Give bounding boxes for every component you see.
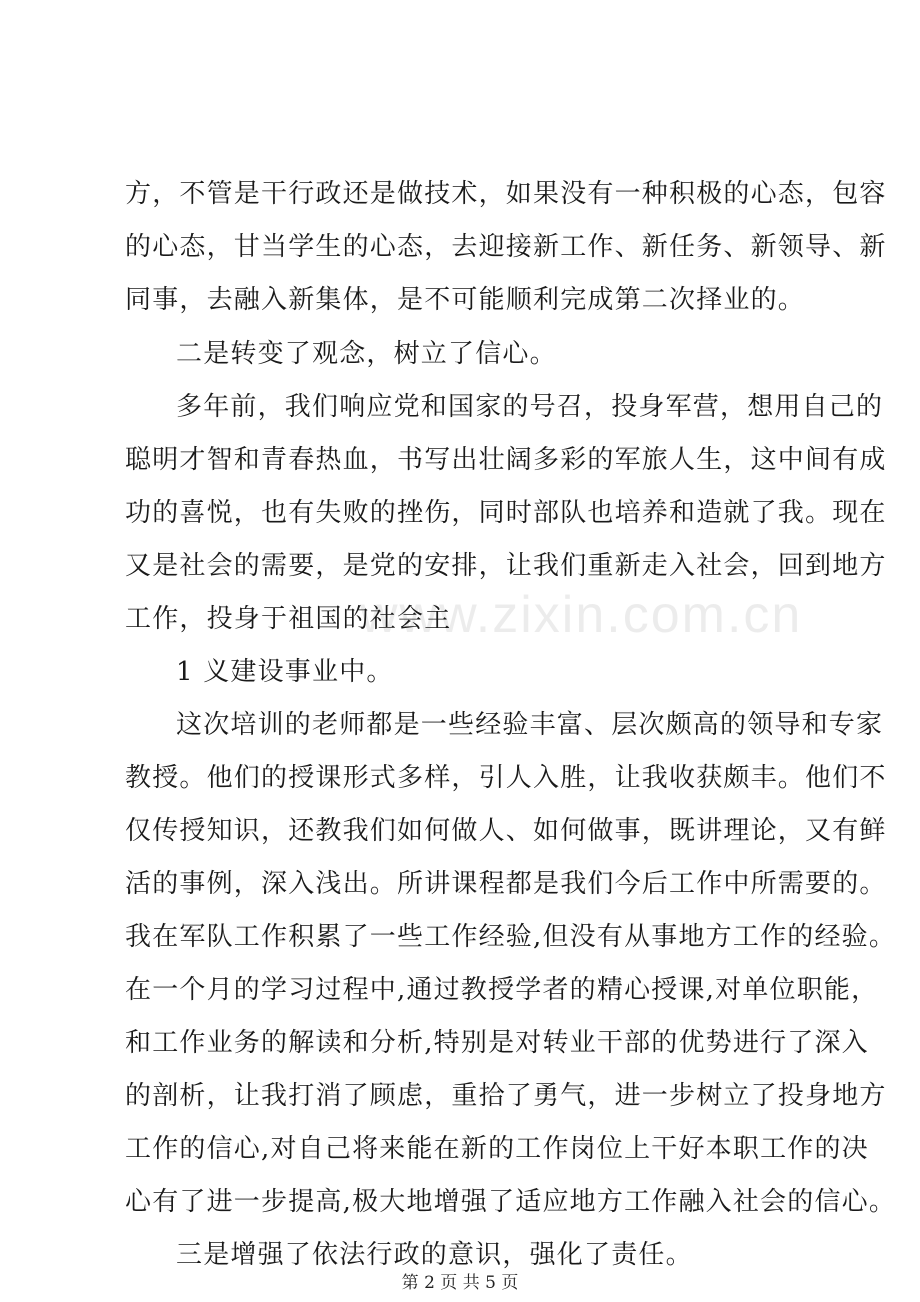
text-line: 方，不管是干行政还是做技术，如果没有一种积极的心态，包容 — [125, 179, 887, 209]
text-line: 心有了进一步提高,极大地增强了适应地方工作融入社会的信心。 — [125, 1187, 897, 1217]
paragraph-heading: 三是增强了依法行政的意识，强化了责任。 — [176, 1240, 693, 1270]
text-line: 1 义建设事业中。 — [176, 657, 394, 687]
text-line: 同事，去融入新集体，是不可能顺利完成第二次择业的。 — [125, 285, 806, 315]
text-line: 活的事例，深入浅出。所讲课程都是我们今后工作中所需要的。 — [125, 869, 887, 899]
text-line: 的剖析，让我打消了顾虑，重拾了勇气，进一步树立了投身地方 — [125, 1081, 887, 1111]
text-line: 在一个月的学习过程中,通过教授学者的精心授课,对单位职能， — [125, 975, 879, 1005]
text-line: 这次培训的老师都是一些经验丰富、层次颇高的领导和专家 — [176, 710, 884, 740]
text-line: 仅传授知识，还教我们如何做人、如何做事，既讲理论，又有鲜 — [125, 816, 887, 846]
text-line: 和工作业务的解读和分析,特别是对转业干部的优势进行了深入 — [125, 1028, 869, 1058]
paragraph-heading: 二是转变了观念，树立了信心。 — [176, 339, 557, 369]
text-line: 工作，投身于祖国的社会主 — [125, 604, 452, 634]
text-line: 工作的信心,对自己将来能在新的工作岗位上干好本职工作的决 — [125, 1134, 869, 1164]
text-line: 功的喜悦，也有失败的挫伤，同时部队也培养和造就了我。现在 — [125, 498, 887, 528]
text-line: 多年前，我们响应党和国家的号召，投身军营，想用自己的 — [176, 392, 884, 422]
page-footer: 第 2 页 共 5 页 — [401, 1273, 519, 1293]
text-line: 教授。他们的授课形式多样，引人入胜，让我收获颇丰。他们不 — [125, 763, 887, 793]
text-line: 我在军队工作积累了一些工作经验,但没有从事地方工作的经验。 — [125, 922, 897, 952]
watermark: www.zixin.com.cn — [360, 586, 803, 644]
text-line: 的心态，甘当学生的心态，去迎接新工作、新任务、新领导、新 — [125, 232, 887, 262]
text-line: 又是社会的需要，是党的安排，让我们重新走入社会，回到地方 — [125, 551, 887, 581]
text-line: 聪明才智和青春热血，书写出壮阔多彩的军旅人生，这中间有成 — [125, 445, 887, 475]
